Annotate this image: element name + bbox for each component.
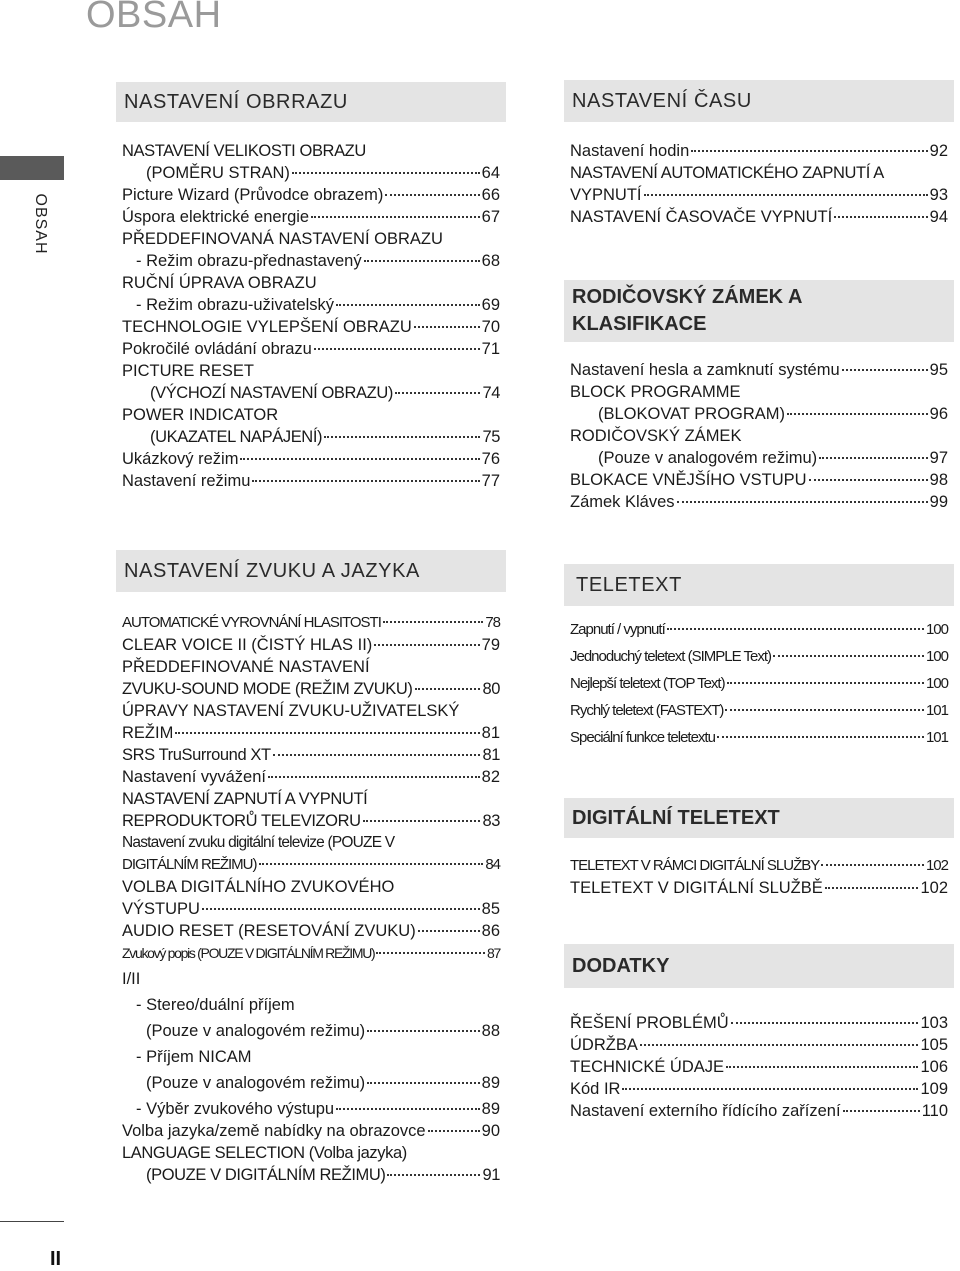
toc-entry[interactable]: ZVUKU-SOUND MODE (REŽIM ZVUKU) 80 — [122, 680, 500, 698]
section-header — [564, 280, 954, 342]
toc-entry[interactable]: Nastavení externího řídícího zařízení 110 — [570, 1102, 948, 1120]
toc-entry[interactable]: Nastavení hodin 92 — [570, 142, 948, 160]
toc-line: - Stereo/duální příjem — [136, 996, 295, 1014]
toc-line: I/II — [122, 970, 141, 988]
toc-list — [564, 359, 954, 513]
toc-list — [116, 140, 506, 492]
toc-entry[interactable]: TECHNOLOGIE VYLEPŠENÍ OBRAZU 70 — [122, 318, 500, 336]
toc-entry[interactable]: TELETEXT V DIGITÁLNÍ SLUŽBĚ 102 — [570, 879, 948, 897]
toc-line: POWER INDICATOR — [122, 406, 279, 424]
toc-line: - Příjem NICAM — [136, 1048, 252, 1066]
toc-entry[interactable]: Nejlepší teletext (TOP Text) 100 — [570, 675, 948, 692]
section-picture — [116, 82, 506, 492]
toc-entry[interactable]: ÚDRŽBA 105 — [570, 1036, 948, 1054]
toc-line: ÚPRAVY NASTAVENÍ ZVUKU-UŽIVATELSKÝ — [122, 702, 460, 720]
toc-line: NASTAVENÍ ZAPNUTÍ A VYPNUTÍ — [122, 790, 368, 808]
toc-line: LANGUAGE SELECTION (Volba jazyka) — [122, 1144, 407, 1162]
section-sound-language — [116, 550, 506, 1186]
toc-line: PICTURE RESET — [122, 362, 255, 380]
toc-entry[interactable]: - Režim obrazu-přednastavený 68 — [136, 252, 500, 270]
toc-entry[interactable]: AUTOMATICKÉ VYROVNÁNÍ HLASITOSTI 78 — [122, 614, 500, 631]
toc-entry[interactable]: (BLOKOVAT PROGRAM) 96 — [598, 405, 948, 423]
toc-entry[interactable]: (UKAZATEL NAPÁJENÍ) 75 — [150, 428, 500, 446]
toc-entry[interactable]: Úspora elektrické energie 67 — [122, 208, 500, 226]
toc-entry[interactable]: Zámek Kláves 99 — [570, 493, 948, 511]
toc-line: PŘEDDEFINOVANÁ NASTAVENÍ OBRAZU — [122, 230, 443, 248]
toc-entry[interactable]: Speciální funkce teletextu 101 — [570, 729, 948, 746]
toc-line: Nastavení zvuku digitální televize (POUZE V — [122, 834, 395, 851]
toc-entry[interactable]: (Pouze v analogovém režimu) 88 — [146, 1022, 500, 1040]
section-header: NASTAVENÍ OBRRAZU — [116, 82, 506, 122]
toc-entry[interactable]: (Pouze v analogovém režimu) 97 — [598, 449, 948, 467]
toc-entry[interactable]: TECHNICKÉ ÚDAJE 106 — [570, 1058, 948, 1076]
toc-entry[interactable]: TELETEXT V RÁMCI DIGITÁLNÍ SLUŽBY 102 — [570, 857, 948, 874]
toc-entry[interactable]: VYPNUTÍ 93 — [570, 186, 948, 204]
toc-entry[interactable]: Ukázkový režim 76 — [122, 450, 500, 468]
side-label: OBSAH — [32, 193, 49, 255]
toc-entry[interactable]: Jednoduchý teletext (SIMPLE Text) 100 — [570, 648, 948, 665]
toc-entry[interactable]: VÝSTUPU 85 — [122, 900, 500, 918]
section-header: DIGITÁLNÍ TELETEXT — [564, 798, 954, 838]
toc-entry[interactable]: Kód IR 109 — [570, 1080, 948, 1098]
footer-divider — [0, 1221, 64, 1222]
section-header: NASTAVENÍ ČASU — [564, 80, 954, 122]
toc-list — [564, 616, 954, 751]
page-number: II — [50, 1248, 62, 1270]
toc-entry[interactable]: Pokročilé ovládání obrazu 71 — [122, 340, 500, 358]
toc-list — [564, 1012, 954, 1122]
toc-line: RODIČOVSKÝ ZÁMEK — [570, 427, 742, 445]
toc-list — [564, 855, 954, 899]
toc-entry[interactable]: REŽIM 81 — [122, 724, 500, 742]
toc-entry[interactable]: - Výběr zvukového výstupu 89 — [136, 1100, 500, 1118]
section-appendix — [564, 944, 954, 1122]
toc-entry[interactable]: Zapnutí / vypnutí 100 — [570, 621, 948, 638]
toc-list — [116, 612, 506, 1186]
toc-entry[interactable]: Zvukový popis (POUZE V DIGITÁLNÍM REŽIMU) 87 — [122, 945, 500, 961]
section-digital-teletext — [564, 798, 954, 899]
toc-entry[interactable]: (VÝCHOZÍ NASTAVENÍ OBRAZU) 74 — [150, 384, 500, 402]
toc-entry[interactable]: SRS TruSurround XT 81 — [122, 746, 500, 764]
toc-entry[interactable]: AUDIO RESET (RESETOVÁNÍ ZVUKU) 86 — [122, 922, 500, 940]
toc-entry[interactable]: Nastavení hesla a zamknutí systému 95 — [570, 361, 948, 379]
toc-entry[interactable]: Picture Wizard (Průvodce obrazem) 66 — [122, 186, 500, 204]
toc-entry[interactable]: Nastavení vyvážení 82 — [122, 768, 500, 786]
side-tab-marker — [0, 156, 64, 180]
toc-entry[interactable]: REPRODUKTORŮ TELEVIZORU 83 — [122, 812, 500, 830]
toc-line: RUČNÍ ÚPRAVA OBRAZU — [122, 274, 317, 292]
page-title: OBSAH — [86, 0, 222, 36]
toc-entry[interactable]: Rychlý teletext (FASTEXT) 101 — [570, 702, 948, 719]
section-header-line: KLASIFIKACE — [572, 313, 707, 335]
toc-list — [564, 140, 954, 228]
toc-entry[interactable]: - Režim obrazu-uživatelský 69 — [136, 296, 500, 314]
toc-entry[interactable]: ŘEŠENÍ PROBLÉMŮ 103 — [570, 1014, 948, 1032]
toc-entry[interactable]: BLOKACE VNĚJŠÍHO VSTUPU 98 — [570, 471, 948, 489]
section-header: DODATKY — [564, 944, 954, 988]
section-header-line: RODIČOVSKÝ ZÁMEK A — [572, 286, 803, 308]
section-teletext — [564, 564, 954, 751]
toc-entry[interactable]: (Pouze v analogovém režimu) 89 — [146, 1074, 500, 1092]
toc-entry[interactable]: NASTAVENÍ ČASOVAČE VYPNUTÍ 94 — [570, 208, 948, 226]
section-parental-lock — [564, 280, 954, 513]
toc-line: NASTAVENÍ VELIKOSTI OBRAZU — [122, 142, 366, 160]
toc-entry[interactable]: (POMĚRU STRAN) 64 — [146, 164, 500, 182]
toc-line: VOLBA DIGITÁLNÍHO ZVUKOVÉHO — [122, 878, 395, 896]
section-time — [564, 80, 954, 228]
toc-entry[interactable]: Nastavení režimu 77 — [122, 472, 500, 490]
toc-line: NASTAVENÍ AUTOMATICKÉHO ZAPNUTÍ A — [570, 164, 884, 182]
toc-entry[interactable]: DIGITÁLNÍM REŽIMU) 84 — [122, 856, 500, 873]
toc-entry[interactable]: (POUZE V DIGITÁLNÍM REŽIMU) 91 — [146, 1166, 500, 1184]
section-header: TELETEXT — [564, 564, 954, 606]
toc-line: PŘEDDEFINOVANÉ NASTAVENÍ — [122, 658, 370, 676]
toc-entry[interactable]: CLEAR VOICE II (ČISTÝ HLAS II) 79 — [122, 636, 500, 654]
toc-line: BLOCK PROGRAMME — [570, 383, 741, 401]
toc-entry[interactable]: Volba jazyka/země nabídky na obrazovce 90 — [122, 1122, 500, 1140]
section-header: NASTAVENÍ ZVUKU A JAZYKA — [116, 550, 506, 592]
